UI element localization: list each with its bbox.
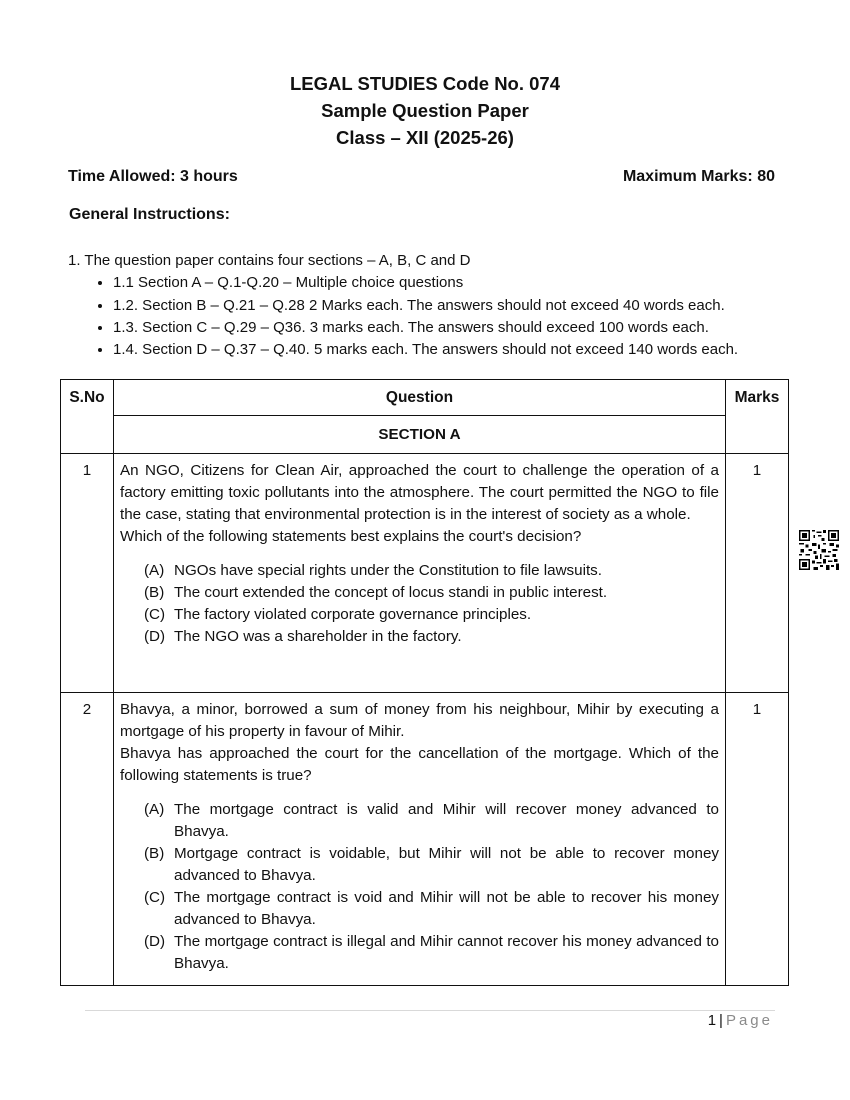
- option: [144, 799, 719, 843]
- option: [144, 931, 719, 975]
- instructions-bullets: [68, 272, 788, 361]
- question-number: 1: [61, 454, 114, 693]
- question-prompt: Which of the following statements best explains the court's decision?: [120, 528, 582, 545]
- question-stem: Bhavya, a minor, borrowed a sum of money from his neighbour, Mihir by executing a mortgage of his property in favour of Mihir.: [120, 701, 719, 740]
- option-text: Mortgage contract is voidable, but Mihir will not be able to recover money advanced to Bhavya.: [174, 845, 719, 884]
- option-label: (C): [144, 889, 166, 906]
- instructions-list: [68, 250, 788, 361]
- option-text: The mortgage contract is valid and Mihir will recover money advanced to Bhavya.: [174, 801, 719, 840]
- option-text: NGOs have special rights under the Constitution to file lawsuits.: [174, 562, 602, 579]
- option-text: The court extended the concept of locus standi in public interest.: [174, 584, 608, 601]
- option-label: (D): [144, 628, 166, 645]
- footer-divider: [85, 1010, 775, 1011]
- page-footer: [708, 1012, 773, 1029]
- instruction-item: • 1.3. Section C – Q.29 – Q36. 3 marks each. The answers should exceed 100 words each.: [113, 317, 788, 339]
- paper-title-block: [0, 70, 850, 151]
- question-table: [60, 379, 789, 986]
- header-question: Question: [114, 380, 726, 416]
- option: [144, 626, 719, 648]
- options-list: [120, 799, 719, 975]
- page-number: 1: [707, 1012, 717, 1029]
- question-number: 2: [61, 693, 114, 986]
- option: [144, 887, 719, 931]
- question-row: [61, 454, 789, 693]
- header-sno: S.No: [61, 380, 114, 454]
- general-instructions-heading: General Instructions:: [69, 206, 230, 223]
- paper-subtitle: Sample Question Paper: [321, 100, 529, 121]
- qr-code-icon: [799, 530, 839, 570]
- option-label: (A): [144, 801, 165, 818]
- option: [144, 582, 719, 604]
- option-label: (B): [144, 584, 165, 601]
- option: [144, 604, 719, 626]
- option: [144, 560, 719, 582]
- section-a-label: SECTION A: [114, 416, 726, 454]
- option-label: (A): [144, 562, 165, 579]
- question-text: [114, 454, 726, 693]
- paper-class: Class – XII (2025-26): [336, 127, 514, 148]
- question-marks: 1: [726, 693, 789, 986]
- time-allowed: Time Allowed: 3 hours: [68, 168, 238, 185]
- options-list: [120, 560, 719, 648]
- option-text: The factory violated corporate governance principles.: [174, 606, 532, 623]
- instruction-item: • 1.1 Section A – Q.1-Q.20 – Multiple choice questions: [113, 272, 788, 294]
- question-row: [61, 693, 789, 986]
- paper-title: LEGAL STUDIES Code No. 074: [289, 73, 560, 94]
- header-marks: Marks: [726, 380, 789, 454]
- option-text: The NGO was a shareholder in the factory.: [174, 628, 462, 645]
- footer-separator: |: [719, 1012, 723, 1029]
- question-marks: 1: [726, 454, 789, 693]
- option-label: (C): [144, 606, 166, 623]
- page-label: Page: [725, 1012, 773, 1029]
- option-text: The mortgage contract is illegal and Mihir cannot recover his money advanced to Bhavya.: [174, 933, 719, 972]
- option-text: The mortgage contract is void and Mihir will not be able to recover his money advanced to Bhavya.: [174, 889, 719, 928]
- instructions-intro: 1. The question paper contains four sections – A, B, C and D: [68, 252, 471, 269]
- option-label: (D): [144, 933, 166, 950]
- option: [144, 843, 719, 887]
- option-label: (B): [144, 845, 165, 862]
- maximum-marks: Maximum Marks: 80: [622, 168, 775, 185]
- question-stem: An NGO, Citizens for Clean Air, approached the court to challenge the operation of a factory emitting toxic pollutants into the atmosphere. The court permitted the NGO to file the case, stating that environmental protection is in the interest of society as a whole.: [120, 462, 719, 523]
- instruction-item: • 1.2. Section B – Q.21 – Q.28 2 Marks each. The answers should not exceed 40 words each.: [113, 295, 788, 317]
- question-prompt: Bhavya has approached the court for the cancellation of the mortgage. Which of the following statements is true?: [120, 745, 719, 784]
- question-text: [114, 693, 726, 986]
- instruction-item: • 1.4. Section D – Q.37 – Q.40. 5 marks each. The answers should not exceed 140 words each.: [113, 339, 788, 361]
